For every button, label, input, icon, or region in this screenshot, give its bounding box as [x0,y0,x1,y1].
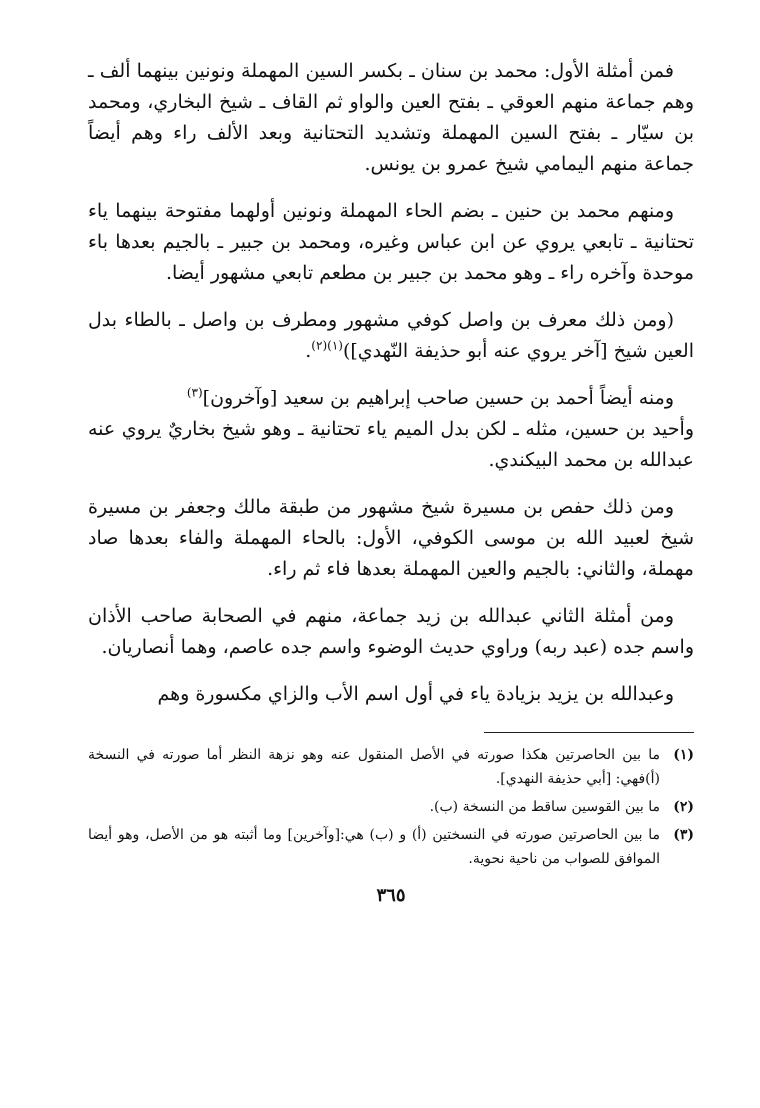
footnote-item [88,743,694,791]
paragraph: ومن أمثلة الثاني عبدالله بن زيد جماعة، منهم في الصحابة صاحب الأذان واسم جده (عبد ربه) وراوي حديث الوضوء واسم جده عاصم، وهما أنصاريان. [88,605,694,658]
paragraph-text: (ومن ذلك معرف بن واصل كوفي مشهور ومطرف بن واصل ـ بالطاء بدل العين شيخ [آخر يروي عنه أبو حذيفة النّهدي]) [88,309,694,362]
paragraph: فمن أمثلة الأول: محمد بن سنان ـ بكسر السين المهملة ونونين بينهما ألف ـ وهم جماعة منهم العوقي ـ بفتح العين والواو ثم القاف ـ شيخ البخاري، ومحمد بن سيّار ـ بفتح السين المهملة وتشديد التحتانية وبعد الألف راء وهم أيضاً جماعة منهم اليمامي شيخ عمرو بن يونس. [88,60,694,175]
paragraph-end: . [305,340,312,362]
paragraph: ومنهم محمد بن حنين ـ بضم الحاء المهملة ونونين أولهما مفتوحة بينهما ياء تحتانية ـ تابعي يروي عن ابن عباس وغيره، ومحمد بن جبير ـ بالجيم بعدها باء موحدة وآخره راء ـ وهو محمد بن جبير بن مطعم تابعي مشهور أيضا. [88,200,694,284]
paragraph-text: ومنه أيضاً أحمد بن حسين صاحب إبراهيم بن سعيد [وآخرون] [202,387,674,409]
paragraph: وأحيد بن حسين، مثله ـ لكن بدل الميم ياء تحتانية ـ وهو شيخ بخاريٌ يروي عنه عبدالله بن محمد البيكندي. [88,418,694,471]
footnote-marker: (١)(٢) [311,338,343,353]
footnote-text: ما بين الحاصرتين صورته في النسختين (أ) و (ب) هي:[وآخرين] وما أثبته هو من الأصل، وهو أيضا الموافق للصواب من ناحية نحوية. [88,827,660,867]
footnotes [88,743,694,871]
footnote-item [88,795,694,819]
paragraph: ومن ذلك حفص بن مسيرة شيخ مشهور من طبقة مالك وجعفر بن مسيرة شيخ لعبيد الله بن موسى الكوفي، الأول: بالحاء المهملة والفاء بعدها صاد مهملة، والثاني: بالجيم والعين المهملة بعدها فاء ثم راء. [88,496,694,580]
paragraph [88,305,694,367]
footnote-divider [484,732,694,733]
footnote-number: (٢) [673,799,694,815]
footnote-number: (٣) [673,827,694,843]
footnote-item [88,823,694,871]
footnote-text: ما بين القوسين ساقط من النسخة (ب). [429,799,660,815]
paragraph: وعبدالله بن يزيد بزيادة ياء في أول اسم الأب والزاي مكسورة وهم [157,683,674,705]
page-number: ٣٦٥ [376,885,406,906]
footnote-text: ما بين الحاصرتين هكذا صورته في الأصل المنقول عنه وهو نزهة النظر أما صورته في النسخة (أ)فهي: [أبي حذيفة النهدي]. [88,747,660,787]
footnote-marker: (٣) [186,385,203,400]
paragraph [88,383,694,414]
main-text [88,56,694,710]
footnote-number: (١) [673,747,694,763]
